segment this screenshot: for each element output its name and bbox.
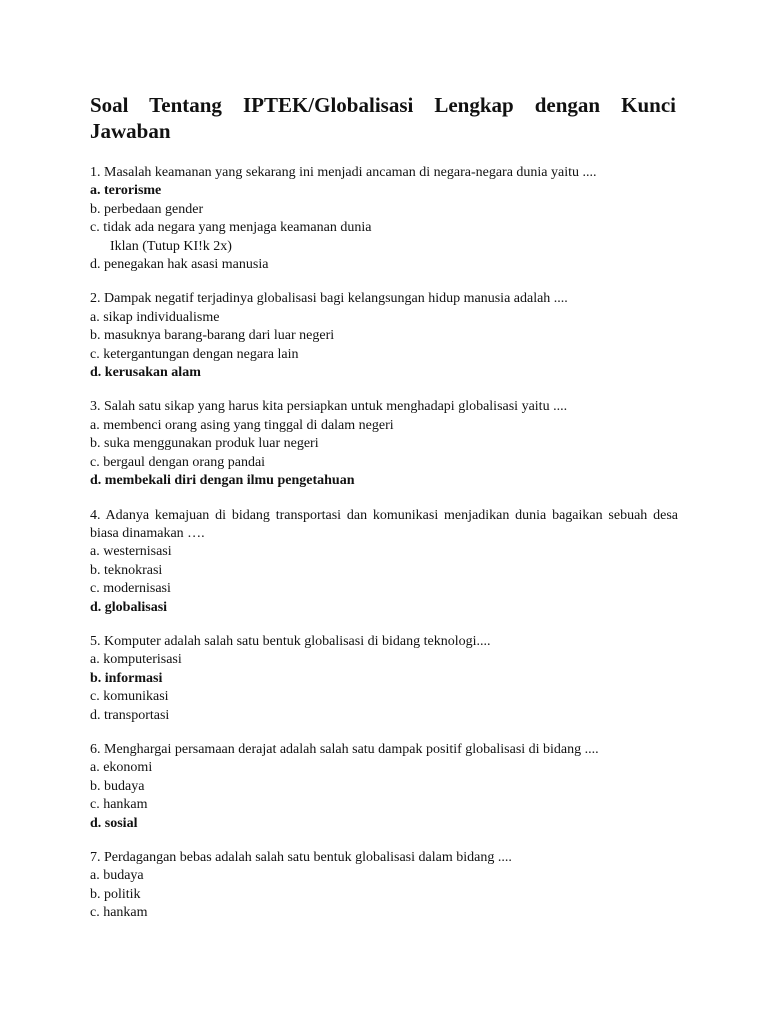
answer-option-correct: b. informasi <box>90 670 163 686</box>
answer-option-correct: d. kerusakan alam <box>90 365 201 381</box>
question-1 <box>90 164 678 274</box>
answer-option-correct: d. globalisasi <box>90 599 168 615</box>
answer-option: a. ekonomi <box>90 760 153 776</box>
answer-option: a. sikap individualisme <box>90 309 220 325</box>
answer-option: c. hankam <box>90 905 148 921</box>
answer-option: a. membenci orang asing yang tinggal di dalam negeri <box>90 417 394 433</box>
answer-option-correct: d. membekali diri dengan ilmu pengetahuan <box>90 473 355 489</box>
question-3 <box>90 398 678 490</box>
question-text: 2. Dampak negatif terjadinya globalisasi bagi kelangsungan hidup manusia adalah .... <box>90 291 568 307</box>
answer-option: c. komunikasi <box>90 689 169 705</box>
answer-option: c. modernisasi <box>90 581 171 597</box>
question-list <box>90 164 678 939</box>
answer-option-correct: a. terorisme <box>90 183 162 199</box>
answer-option: c. tidak ada negara yang menjaga keamanan dunia <box>90 220 372 236</box>
question-2 <box>90 290 678 382</box>
answer-option: c. ketergantungan dengan negara lain <box>90 346 299 362</box>
question-7 <box>90 849 678 923</box>
answer-option-correct: d. sosial <box>90 815 138 831</box>
answer-option: c. bergaul dengan orang pandai <box>90 454 266 470</box>
answer-option: b. perbedaan gender <box>90 201 204 217</box>
question-text: 7. Perdagangan bebas adalah salah satu bentuk globalisasi dalam bidang .... <box>90 850 512 865</box>
question-6 <box>90 741 678 833</box>
answer-option: b. teknokrasi <box>90 562 163 578</box>
answer-option: d. penegakan hak asasi manusia <box>90 257 269 273</box>
question-4 <box>90 507 678 617</box>
question-text: 5. Komputer adalah salah satu bentuk globalisasi di bidang teknologi.... <box>90 633 491 649</box>
question-5 <box>90 633 678 725</box>
answer-option: a. budaya <box>90 868 144 884</box>
document-title: Soal Tentang IPTEK/Globalisasi Lengkap dengan Kunci Jawaban <box>90 93 676 143</box>
ad-label[interactable]: Iklan (Tutup KI!k 2x) <box>110 238 232 254</box>
question-text: 3. Salah satu sikap yang harus kita persiapkan untuk menghadapi globalisasi yaitu .... <box>90 399 568 415</box>
question-text: 4. Adanya kemajuan di bidang transportasi dan komunikasi menjadikan dunia bagaikan sebuah desa biasa dinamakan …. <box>90 507 678 541</box>
answer-option: b. budaya <box>90 778 145 794</box>
question-text: 6. Menghargai persamaan derajat adalah salah satu dampak positif globalisasi di bidang .... <box>90 741 599 757</box>
question-text: 1. Masalah keamanan yang sekarang ini menjadi ancaman di negara-negara dunia yaitu .... <box>90 165 597 180</box>
answer-option: b. masuknya barang-barang dari luar negeri <box>90 328 335 344</box>
answer-option: d. transportasi <box>90 707 170 723</box>
answer-option: b. suka menggunakan produk luar negeri <box>90 436 319 452</box>
answer-option: a. westernisasi <box>90 544 172 560</box>
answer-option: a. komputerisasi <box>90 652 182 668</box>
answer-option: c. hankam <box>90 797 148 813</box>
answer-option: b. politik <box>90 886 141 902</box>
